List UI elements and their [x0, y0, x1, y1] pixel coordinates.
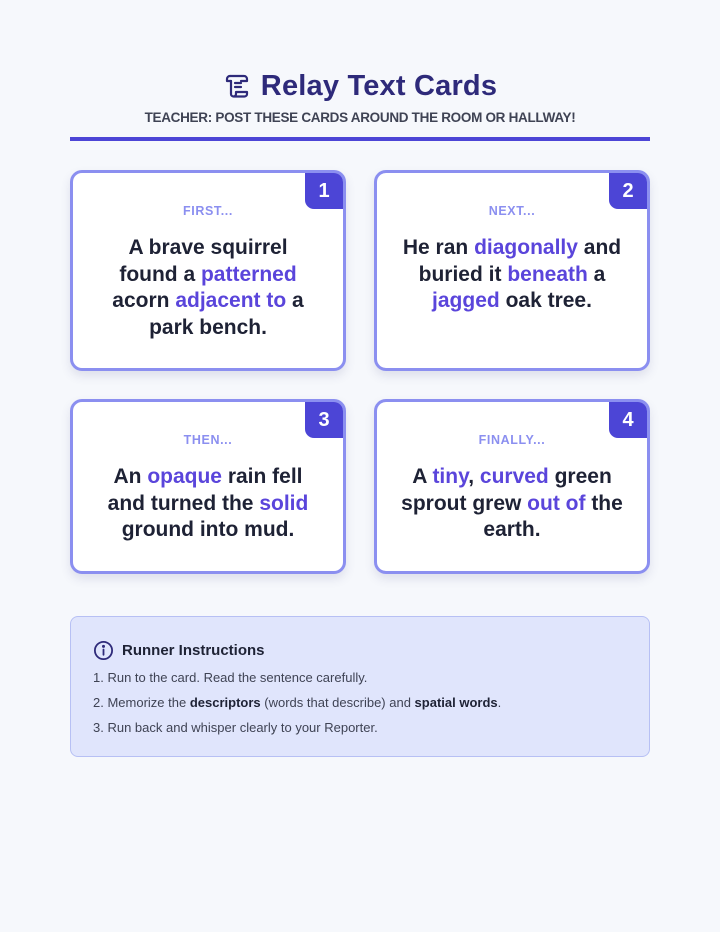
sentence-text: rain fell and turned the [107, 465, 303, 515]
instruction-text: (words that describe) and [260, 695, 415, 710]
instruction-text: 1. Run to the card. Read the sentence carefully. [93, 670, 368, 685]
relay-card-1 [70, 170, 346, 371]
sentence-text: acorn [112, 289, 176, 312]
sentence-text: and buried it [418, 236, 622, 286]
card-number-badge: 1 [305, 173, 343, 209]
card-number-badge: 2 [609, 173, 647, 209]
card-sentence [399, 464, 625, 544]
card-sentence [98, 235, 318, 341]
page-title: Relay Text Cards [260, 69, 498, 102]
sentence-text: A brave squirrel found a [119, 236, 288, 286]
scroll-icon [223, 72, 251, 100]
sentence-text: oak tree. [499, 289, 592, 312]
instruction-text: 2. Memorize the [93, 695, 190, 710]
highlighted-word: curved [479, 465, 549, 488]
card-label: NEXT... [488, 204, 536, 218]
relay-card-2 [374, 170, 650, 371]
instructions-header [93, 639, 627, 661]
sentence-text: the earth. [483, 491, 623, 541]
runner-instructions [70, 616, 650, 757]
relay-card-4 [374, 399, 650, 574]
card-label: THEN... [183, 433, 233, 447]
sentence-text: a park bench. [149, 289, 304, 339]
card-sentence [95, 464, 321, 544]
highlighted-word: out of [527, 491, 586, 515]
info-icon [93, 640, 114, 661]
highlighted-word: patterned [200, 262, 297, 286]
sentence-text: green sprout grew [401, 465, 612, 515]
sentence-text: He ran [402, 236, 475, 259]
instructions-title: Runner Instructions [122, 641, 265, 659]
header [70, 66, 650, 125]
highlighted-word: jagged [432, 289, 500, 312]
highlighted-word: tiny [432, 465, 469, 488]
highlighted-word: diagonally [474, 236, 578, 259]
sentence-text: , [468, 465, 480, 488]
page-subtitle: TEACHER: POST THESE CARDS AROUND THE ROOM OR HALLWAY! [144, 110, 576, 125]
highlighted-word: adjacent to [175, 289, 287, 312]
highlighted-word: solid [259, 491, 309, 515]
sentence-text: A [412, 465, 433, 488]
sentence-text: An [113, 465, 148, 488]
instruction-text: 3. Run back and whisper clearly to your Reporter. [93, 720, 378, 735]
instruction-step-3 [93, 720, 627, 736]
card-number-badge: 4 [609, 402, 647, 438]
instruction-keyword: spatial words [414, 695, 498, 710]
instruction-text: . [497, 695, 502, 710]
sentence-text: ground into mud. [121, 518, 295, 541]
instruction-step-2 [93, 695, 627, 711]
highlighted-word: opaque [147, 465, 222, 488]
instruction-step-1 [93, 670, 627, 686]
card-label: FIRST... [183, 204, 233, 218]
card-label: FINALLY... [478, 433, 546, 447]
card-sentence [402, 235, 622, 315]
instructions-list [93, 670, 627, 736]
title-row [70, 66, 650, 106]
header-divider [70, 137, 650, 141]
instruction-keyword: descriptors [189, 695, 261, 710]
card-number-badge: 3 [305, 402, 343, 438]
sentence-text: a [587, 262, 606, 286]
highlighted-word: beneath [507, 262, 588, 286]
relay-card-3 [70, 399, 346, 574]
